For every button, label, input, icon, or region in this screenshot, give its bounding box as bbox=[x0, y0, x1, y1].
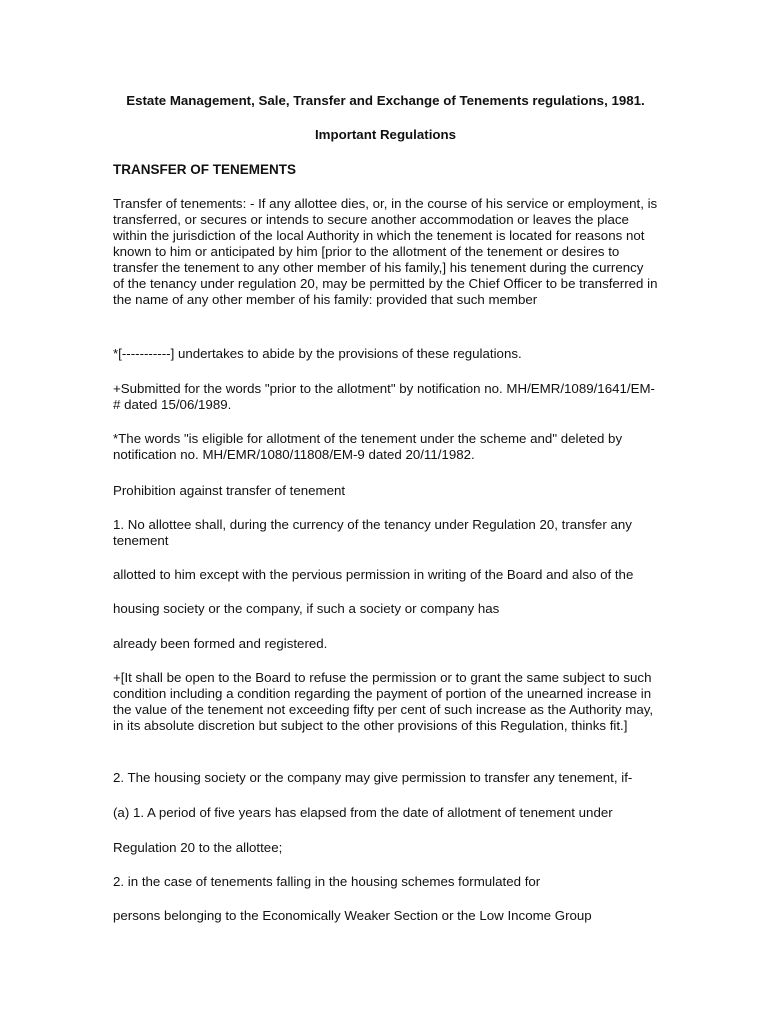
document-title: Estate Management, Sale, Transfer and Exchange of Tenements regulations, 1981. bbox=[126, 93, 645, 108]
paragraph-note-deleted: *The words "is eligible for allotment of the tenement under the scheme and" deleted by notification no. MH/EMR/1080/11808/EM-9 dated 20/11/1982. bbox=[113, 431, 623, 462]
document-subtitle: Important Regulations bbox=[314, 127, 457, 142]
paragraph-board-discretion: +[It shall be open to the Board to refuse the permission or to grant the same subject to such condition including a condition regarding the payment of portion of the unearned increase in the value of the tenement not exceeding fifty per cent of such increase as the Authority may, in its absolute discretion but subject to the other provisions of this Regulation, thinks fit.] bbox=[113, 670, 654, 733]
paragraph-rule-2: 2. The housing society or the company may give permission to transfer any tenement, if- bbox=[113, 770, 633, 785]
paragraph-rule-1-cont-c: already been formed and registered. bbox=[113, 636, 328, 651]
paragraph-rule-2a-2-cont: persons belonging to the Economically Weaker Section or the Low Income Group bbox=[113, 908, 592, 923]
paragraph-prohibition-heading: Prohibition against transfer of tenement bbox=[113, 483, 346, 498]
paragraph-rule-1-cont-b: housing society or the company, if such a society or company has bbox=[113, 601, 500, 616]
paragraph-transfer-of-tenements: Transfer of tenements: - If any allottee dies, or, in the course of his service or employment, is transferred, or secures or intends to secure another accommodation or leaves the place within the jurisdiction of the local Authority in which the tenement is located for reasons not known to him or anticipated by him [prior to the allotment of the tenement or desires to transfer the tenement to any other member of his family,] his tenement during the currency of the tenancy under regulation 20, may be permitted by the Chief Officer to be transferred in the name of any other member of his family: provided that such member bbox=[113, 196, 658, 307]
section-heading: TRANSFER OF TENEMENTS bbox=[113, 162, 297, 177]
paragraph-rule-2a-2: 2. in the case of tenements falling in the housing schemes formulated for bbox=[113, 874, 541, 889]
paragraph-rule-1: 1. No allottee shall, during the currency of the tenancy under Regulation 20, transfer any tenement bbox=[113, 517, 632, 548]
paragraph-rule-2a-1: (a) 1. A period of five years has elapsed from the date of allotment of tenement under bbox=[113, 805, 613, 820]
paragraph-rule-1-cont-a: allotted to him except with the pervious permission in writing of the Board and also of the bbox=[113, 567, 634, 582]
paragraph-undertakes: *[-----------] undertakes to abide by the provisions of these regulations. bbox=[113, 346, 522, 361]
paragraph-note-submitted: +Submitted for the words "prior to the allotment" by notification no. MH/EMR/1089/1641/EM-# dated 15/06/1989. bbox=[113, 381, 655, 412]
paragraph-rule-2a-1-cont: Regulation 20 to the allottee; bbox=[113, 840, 283, 855]
